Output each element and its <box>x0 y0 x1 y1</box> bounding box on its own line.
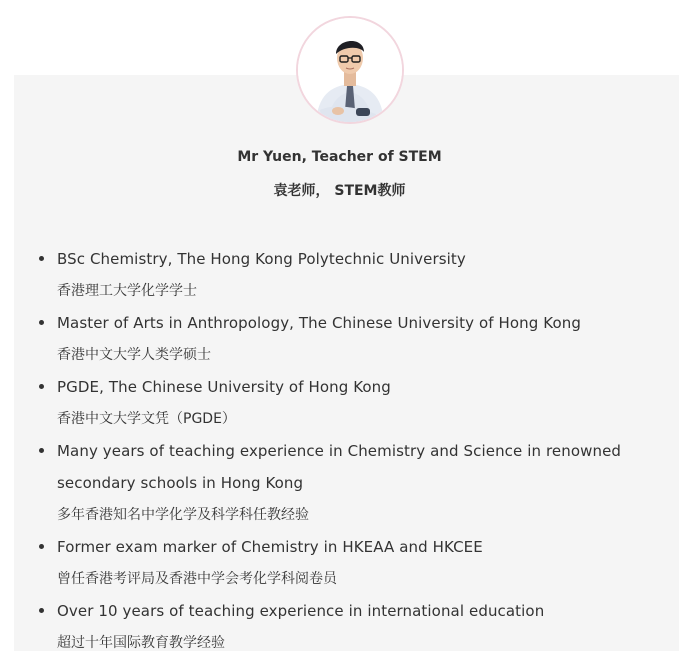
bullet-dot <box>39 608 44 613</box>
teacher-name-en: Mr Yuen, Teacher of STEM <box>237 149 442 165</box>
qualification-zh: 香港中文大学人类学硕士 <box>57 347 211 363</box>
qualification-zh: 香港中文大学文凭（PGDE） <box>57 411 236 427</box>
qualification-en: PGDE, The Chinese University of Hong Kong <box>57 378 391 396</box>
bullet-dot <box>39 384 44 389</box>
bullet-dot <box>39 320 44 325</box>
bullet-dot <box>39 448 44 453</box>
qualification-zh: 超过十年国际教育教学经验 <box>57 635 225 651</box>
bullet-dot <box>39 544 44 549</box>
qualification-en: Over 10 years of teaching experience in international education <box>57 602 545 620</box>
teacher-portrait <box>296 16 404 124</box>
qualification-zh: 多年香港知名中学化学及科学科任教经验 <box>57 507 309 523</box>
teacher-name-zh: 袁老师， STEM教师 <box>273 183 406 199</box>
qualification-item <box>37 307 667 371</box>
qualification-en: BSc Chemistry, The Hong Kong Polytechnic University <box>57 250 466 268</box>
qualification-en: Master of Arts in Anthropology, The Chinese University of Hong Kong <box>57 314 581 332</box>
bullet-dot <box>39 256 44 261</box>
qualification-list <box>37 243 667 659</box>
qualification-en: Many years of teaching experience in Chemistry and Science in renowned secondary schools in Hong Kong <box>57 442 622 492</box>
qualification-item <box>37 435 667 531</box>
qualification-item <box>37 531 667 595</box>
qualification-item <box>37 371 667 435</box>
teacher-portrait-image <box>298 18 402 122</box>
qualification-item <box>37 595 667 659</box>
qualification-zh: 曾任香港考评局及香港中学会考化学科阅卷员 <box>57 571 337 587</box>
qualification-item <box>37 243 667 307</box>
qualification-zh: 香港理工大学化学学士 <box>57 283 197 299</box>
qualification-en: Former exam marker of Chemistry in HKEAA and HKCEE <box>57 538 483 556</box>
